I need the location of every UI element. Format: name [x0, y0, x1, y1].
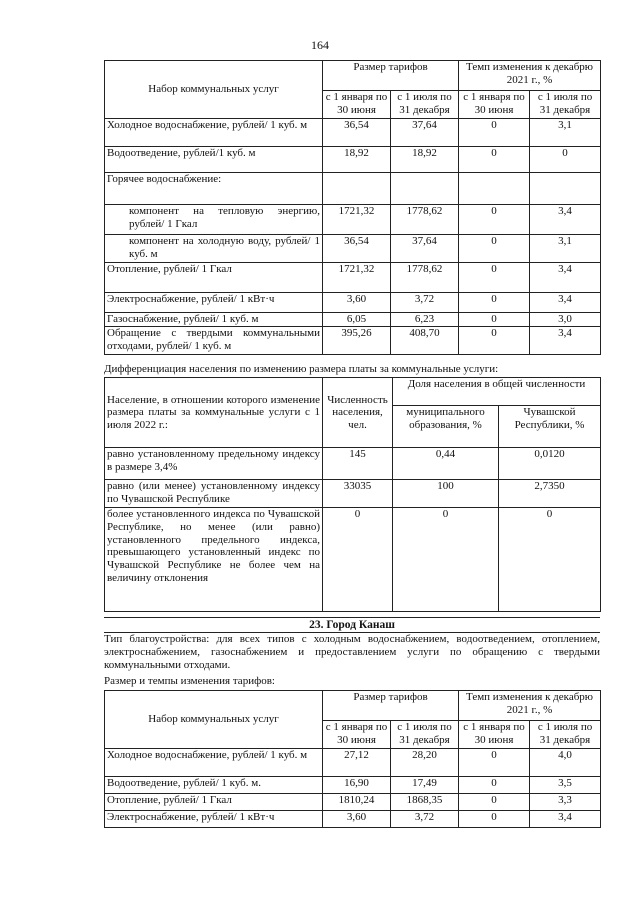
header-tariff-size: Размер тарифов: [323, 691, 459, 721]
cell: 3,4: [530, 811, 601, 828]
header-municipal: муниципального образования, %: [393, 406, 499, 448]
row-name: Газоснабжение, рублей/ 1 куб. м: [105, 313, 323, 327]
header-service: Набор коммунальных услуг: [105, 691, 323, 749]
header-change-rate: Темп изменения к декабрю 2021 г., %: [459, 691, 601, 721]
cell: 3,60: [323, 811, 391, 828]
cell: 0: [459, 293, 530, 313]
cell: 37,64: [391, 119, 459, 147]
cell: 4,0: [530, 749, 601, 777]
cell: 36,54: [323, 235, 391, 263]
cell: 0,0120: [499, 448, 601, 480]
table-row: [105, 811, 601, 828]
header-population: Население, в отношении которого изменение размера платы за коммунальные услуги с 1 июля 2022 г.:: [105, 378, 323, 448]
header-period-3: с 1 января по 30 июня: [459, 91, 530, 119]
table-row: [105, 173, 601, 205]
header-service: Набор коммунальных услуг: [105, 61, 323, 119]
header-share: Доля населения в общей численности: [393, 378, 601, 406]
cell: 3,5: [530, 777, 601, 794]
population-table: [104, 377, 600, 612]
row-name: компонент на холодную воду, рублей/ 1 куб. м: [105, 235, 323, 263]
diff-caption: Дифференциация населения по изменению размера платы за коммунальные услуги:: [104, 363, 499, 375]
header-change-rate: Темп изменения к декабрю 2021 г., %: [459, 61, 601, 91]
header-period-2: с 1 июля по 31 декабря: [391, 721, 459, 749]
header-tariff-size: Размер тарифов: [323, 61, 459, 91]
header-count: Численность населения, чел.: [323, 378, 393, 448]
cell: 2,7350: [499, 480, 601, 508]
row-name: Отопление, рублей/ 1 Гкал: [105, 263, 323, 293]
cell: 0: [459, 811, 530, 828]
cell: 3,3: [530, 794, 601, 811]
cell: 3,4: [530, 263, 601, 293]
cell: 0: [323, 508, 393, 612]
cell: 3,4: [530, 327, 601, 355]
cell: 0: [459, 263, 530, 293]
row-name: равно установленному предельному индексу в размере 3,4%: [105, 448, 323, 480]
cell: 0: [530, 147, 601, 173]
table-row: [105, 327, 601, 355]
table-row: [105, 119, 601, 147]
cell: 28,20: [391, 749, 459, 777]
cell: 37,64: [391, 235, 459, 263]
cell: 6,23: [391, 313, 459, 327]
cell: 36,54: [323, 119, 391, 147]
row-name: более установленного индекса по Чувашской Республике, но менее (или равно) установленного предельного индекса, превышающего установленный индекс по Чувашской Республике не более чем на величину отклонения: [105, 508, 323, 612]
row-name: Электроснабжение, рублей/ 1 кВт·ч: [105, 293, 323, 313]
row-name: Холодное водоснабжение, рублей/ 1 куб. м: [105, 749, 323, 777]
table-row: [105, 777, 601, 794]
cell: 17,49: [391, 777, 459, 794]
table-row: [105, 263, 601, 293]
cell: 0: [499, 508, 601, 612]
page-number: 164: [311, 38, 329, 52]
tariffs-table-1: [104, 60, 600, 355]
cell: 16,90: [323, 777, 391, 794]
cell: 0: [459, 235, 530, 263]
table-row: [105, 313, 601, 327]
cell: 1868,35: [391, 794, 459, 811]
cell: 3,60: [323, 293, 391, 313]
cell: 3,1: [530, 235, 601, 263]
header-period-2: с 1 июля по 31 декабря: [391, 91, 459, 119]
cell: 145: [323, 448, 393, 480]
cell: 0: [459, 313, 530, 327]
table-row: [105, 480, 601, 508]
row-name: компонент на тепловую энергию, рублей/ 1 Гкал: [105, 205, 323, 235]
table-row: [105, 508, 601, 612]
cell: 33035: [323, 480, 393, 508]
row-name: Холодное водоснабжение, рублей/ 1 куб. м: [105, 119, 323, 147]
cell: 0: [459, 794, 530, 811]
cell: 3,1: [530, 119, 601, 147]
improvement-type: Тип благоустройства: для всех типов с холодным водоснабжением, водоотведением, отоплением, электроснабжением, газоснабжением и предоставлением услуги по обращению с твердыми коммунальными отходами.: [104, 633, 600, 671]
table-row: [105, 794, 601, 811]
cell: 3,0: [530, 313, 601, 327]
header-republic: Чувашской Республики, %: [499, 406, 601, 448]
cell: 1778,62: [391, 205, 459, 235]
table-row: [105, 147, 601, 173]
cell: 395,26: [323, 327, 391, 355]
cell: 100: [393, 480, 499, 508]
tariffs-table-2: [104, 690, 600, 828]
cell: 1721,32: [323, 263, 391, 293]
cell: 3,72: [391, 811, 459, 828]
cell: 6,05: [323, 313, 391, 327]
cell: 1810,24: [323, 794, 391, 811]
cell: 3,4: [530, 205, 601, 235]
cell: 0: [459, 749, 530, 777]
row-name: Электроснабжение, рублей/ 1 кВт·ч: [105, 811, 323, 828]
cell: 27,12: [323, 749, 391, 777]
table-row: [105, 448, 601, 480]
row-name: Горячее водоснабжение:: [105, 173, 323, 205]
cell: 3,4: [530, 293, 601, 313]
cell: 408,70: [391, 327, 459, 355]
tariffs-caption: Размер и темпы изменения тарифов:: [104, 675, 275, 687]
cell: 1721,32: [323, 205, 391, 235]
header-period-4: с 1 июля по 31 декабря: [530, 91, 601, 119]
cell: 0: [459, 147, 530, 173]
row-name: Обращение с твердыми коммунальными отходами, рублей/ 1 куб. м: [105, 327, 323, 355]
row-name: Водоотведение, рублей/1 куб. м: [105, 147, 323, 173]
header-period-4: с 1 июля по 31 декабря: [530, 721, 601, 749]
cell: 0: [393, 508, 499, 612]
cell: 3,72: [391, 293, 459, 313]
cell: 0: [459, 327, 530, 355]
header-period-3: с 1 января по 30 июня: [459, 721, 530, 749]
row-name: равно (или менее) установленному индексу по Чувашской Республике: [105, 480, 323, 508]
section-title: 23. Город Канаш: [104, 617, 600, 633]
table-row: [105, 205, 601, 235]
row-name: Водоотведение, рублей/ 1 куб. м.: [105, 777, 323, 794]
row-name: Отопление, рублей/ 1 Гкал: [105, 794, 323, 811]
header-period-1: с 1 января по 30 июня: [323, 721, 391, 749]
cell: 18,92: [391, 147, 459, 173]
table-row: [105, 235, 601, 263]
table-row: [105, 293, 601, 313]
cell: 0: [459, 119, 530, 147]
cell: 0: [459, 777, 530, 794]
cell: 0,44: [393, 448, 499, 480]
table-row: [105, 749, 601, 777]
cell: 0: [459, 205, 530, 235]
header-period-1: с 1 января по 30 июня: [323, 91, 391, 119]
cell: 18,92: [323, 147, 391, 173]
cell: 1778,62: [391, 263, 459, 293]
